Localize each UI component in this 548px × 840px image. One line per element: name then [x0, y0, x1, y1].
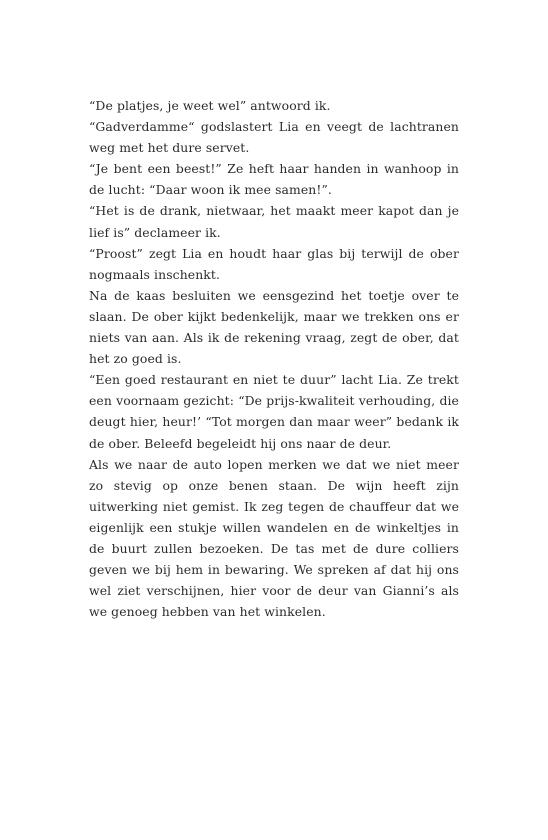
paragraph: “Proost” zegt Lia en houdt haar glas bij terwijl de ober nogmaals inschenkt. — [89, 245, 459, 282]
paragraph: “Een goed restaurant en niet te duur” lacht Lia. Ze trekt een voornaam gezicht: “De prijs-kwaliteit verhouding, die deugt hier, heur!’ “Tot morgen dan maar weer” bedank ik de ober. Beleefd begeleidt hij ons naar de deur. — [89, 372, 459, 451]
paragraph: Als we naar de auto lopen merken we dat we niet meer zo stevig op onze benen staan. De wijn heeft zijn uitwerking niet gemist. Ik zeg tegen de chauffeur dat we eigenlijk een stukje willen wandelen en de winkeltjes in de buurt zullen bezoeken. De tas met de dure colliers geven we bij hem in bewaring. We spreken af dat hij ons wel ziet verschijnen, hier voor de deur van Gianni’s als we genoeg hebben van het winkelen. — [89, 456, 459, 620]
body-text — [89, 95, 459, 622]
paragraph: Na de kaas besluiten we eensgezind het toetje over te slaan. De ober kijkt bedenkelijk, maar we trekken ons er niets van aan. Als ik de rekening vraag, zegt de ober, dat het zo goed is. — [89, 287, 459, 367]
paragraph: “Het is de drank, nietwaar, het maakt meer kapot dan je lief is” declameer ik. — [89, 203, 459, 240]
paragraph: “Je bent een beest!” Ze heft haar handen in wanhoop in de lucht: “Daar woon ik mee samen!”. — [89, 161, 459, 198]
paragraph: “De platjes, je weet wel” antwoord ik. — [89, 98, 331, 113]
paragraph: “Gadverdamme“ godslastert Lia en veegt de lachtranen weg met het dure servet. — [89, 119, 459, 156]
